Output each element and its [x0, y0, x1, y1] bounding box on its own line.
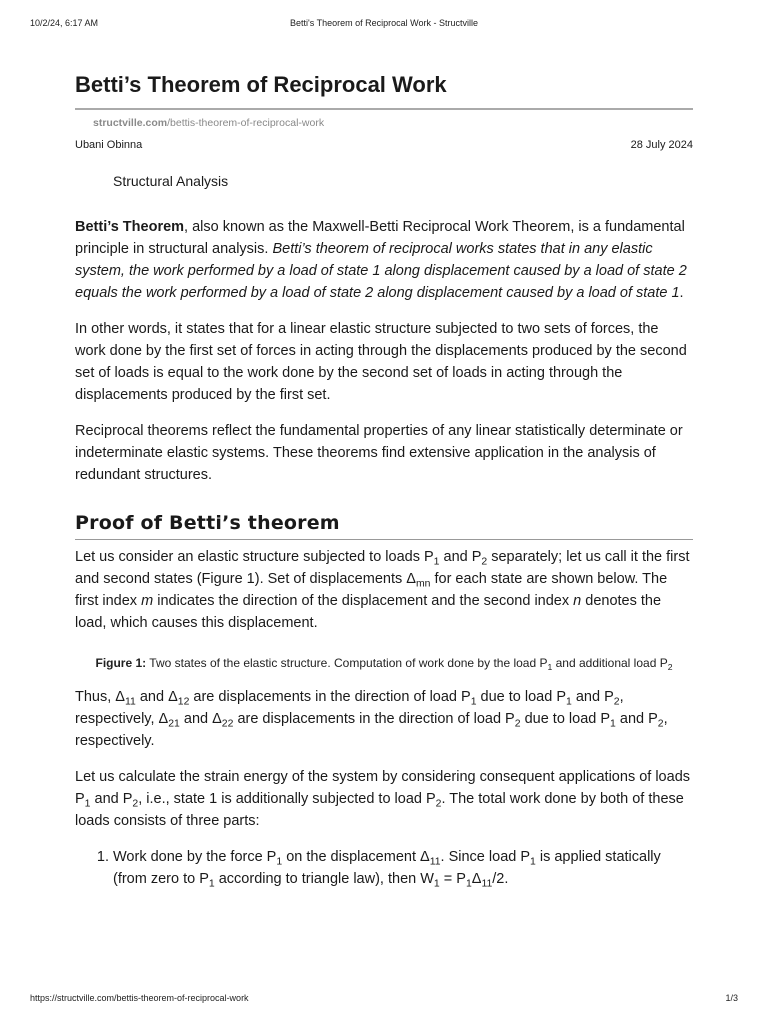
author-name: Ubani Obinna — [75, 139, 143, 151]
section-divider — [75, 539, 693, 540]
publish-date: 28 July 2024 — [630, 139, 693, 151]
category-label: Structural Analysis — [113, 173, 229, 189]
print-url: https://structville.com/bettis-theorem-of-reciprocal-work — [30, 993, 249, 1003]
print-page-number: 1/3 — [725, 993, 738, 1003]
figure-caption: Figure 1: Two states of the elastic structure. Computation of work done by the load $P_1$ and additional load $P_2$ — [95, 656, 673, 673]
paragraph-elastic-structure: Let us consider an elastic structure subjected to loads $P_1$ and $P_2$ separately; let us call it the first and second states (Figure 1). Set of displacements $\Delta_{mn}$ for each state are shown below. The first index m indicates the direction of the displacement and the second index n denotes the load, which causes this displacement. — [75, 549, 690, 631]
paragraph-displacements: Thus, $\Delta_{11}$ and $\Delta_{12}$ are displacements in the direction of load $P_1$ due to load $P_1$ and $P_2$, respectively, $\Delta_{21}$ and $\Delta_{22}$ are displacements in the direction of load $P_2$ due to load $P_1$ and $P_2$, respectively. — [75, 689, 668, 749]
print-footer — [30, 993, 738, 1007]
paragraph-strain-energy: Let us calculate the strain energy of the system by considering consequent applications of loads $P_1$ and $P_2$, i.e., state 1 is additionally subjected to load $P_2$. The total work done by both of these loads consists of three parts: — [75, 769, 691, 829]
paragraph-other-words: In other words, it states that for a linear elastic structure subjected to two sets of forces, the work done by the first set of forces in acting through the displacements produced by the second set of loads is equal to the work done by the second set of loads in acting through the displacements produced by the first set. — [75, 321, 687, 403]
print-datetime: 10/2/24, 6:17 AM — [30, 18, 99, 28]
source-path[interactable]: /bettis-theorem-of-reciprocal-work — [167, 117, 325, 129]
article — [75, 70, 693, 890]
theorem-statement: Betti’s theorem of reciprocal works states that in any elastic system, the work performed by a load of state 1 along displacement caused by a load of state 2 equals the work performed by a load of state 2 along displacement caused by a load of state 1 — [75, 241, 687, 301]
title-divider — [75, 108, 693, 110]
intro-bold-term: Betti’s Theorem — [75, 219, 185, 235]
source-link[interactable] — [93, 116, 693, 130]
work-parts-list — [75, 846, 693, 890]
paragraph-reciprocal-theorems: Reciprocal theorems reflect the fundamental properties of any linear statistically determinate or indeterminate elastic systems. These theorems find extensive application in the analysis of redundant structures. — [75, 423, 683, 483]
print-header — [30, 18, 738, 32]
figure-label: Figure 1: — [95, 656, 147, 670]
list-item: 1. Work done by the force $P_1$ on the displacement $\Delta_{11}$. Since load $P_1$ is applied statically (from zero to $P_1$ according to triangle law), then $W_1 = P_1\Delta_{11}/2$. — [113, 846, 693, 890]
print-page-title: Betti's Theorem of Reciprocal Work - Structville — [290, 18, 478, 28]
intro-paragraph: Betti’s Theorem, also known as the Maxwell-Betti Reciprocal Work Theorem, is a fundamental principle in structural analysis. Betti’s theorem of reciprocal works states that in any elastic system, the work performed by a load of state 1 along displacement caused by a load of state 2 equals the work performed by a load of state 2 along displacement caused by a load of state 1. — [75, 219, 687, 301]
article-meta — [75, 139, 693, 155]
section-heading-proof: Proof of Betti’s theorem — [75, 512, 340, 534]
article-title: Betti’s Theorem of Reciprocal Work — [75, 72, 447, 97]
source-domain[interactable]: structville.com — [93, 117, 168, 129]
